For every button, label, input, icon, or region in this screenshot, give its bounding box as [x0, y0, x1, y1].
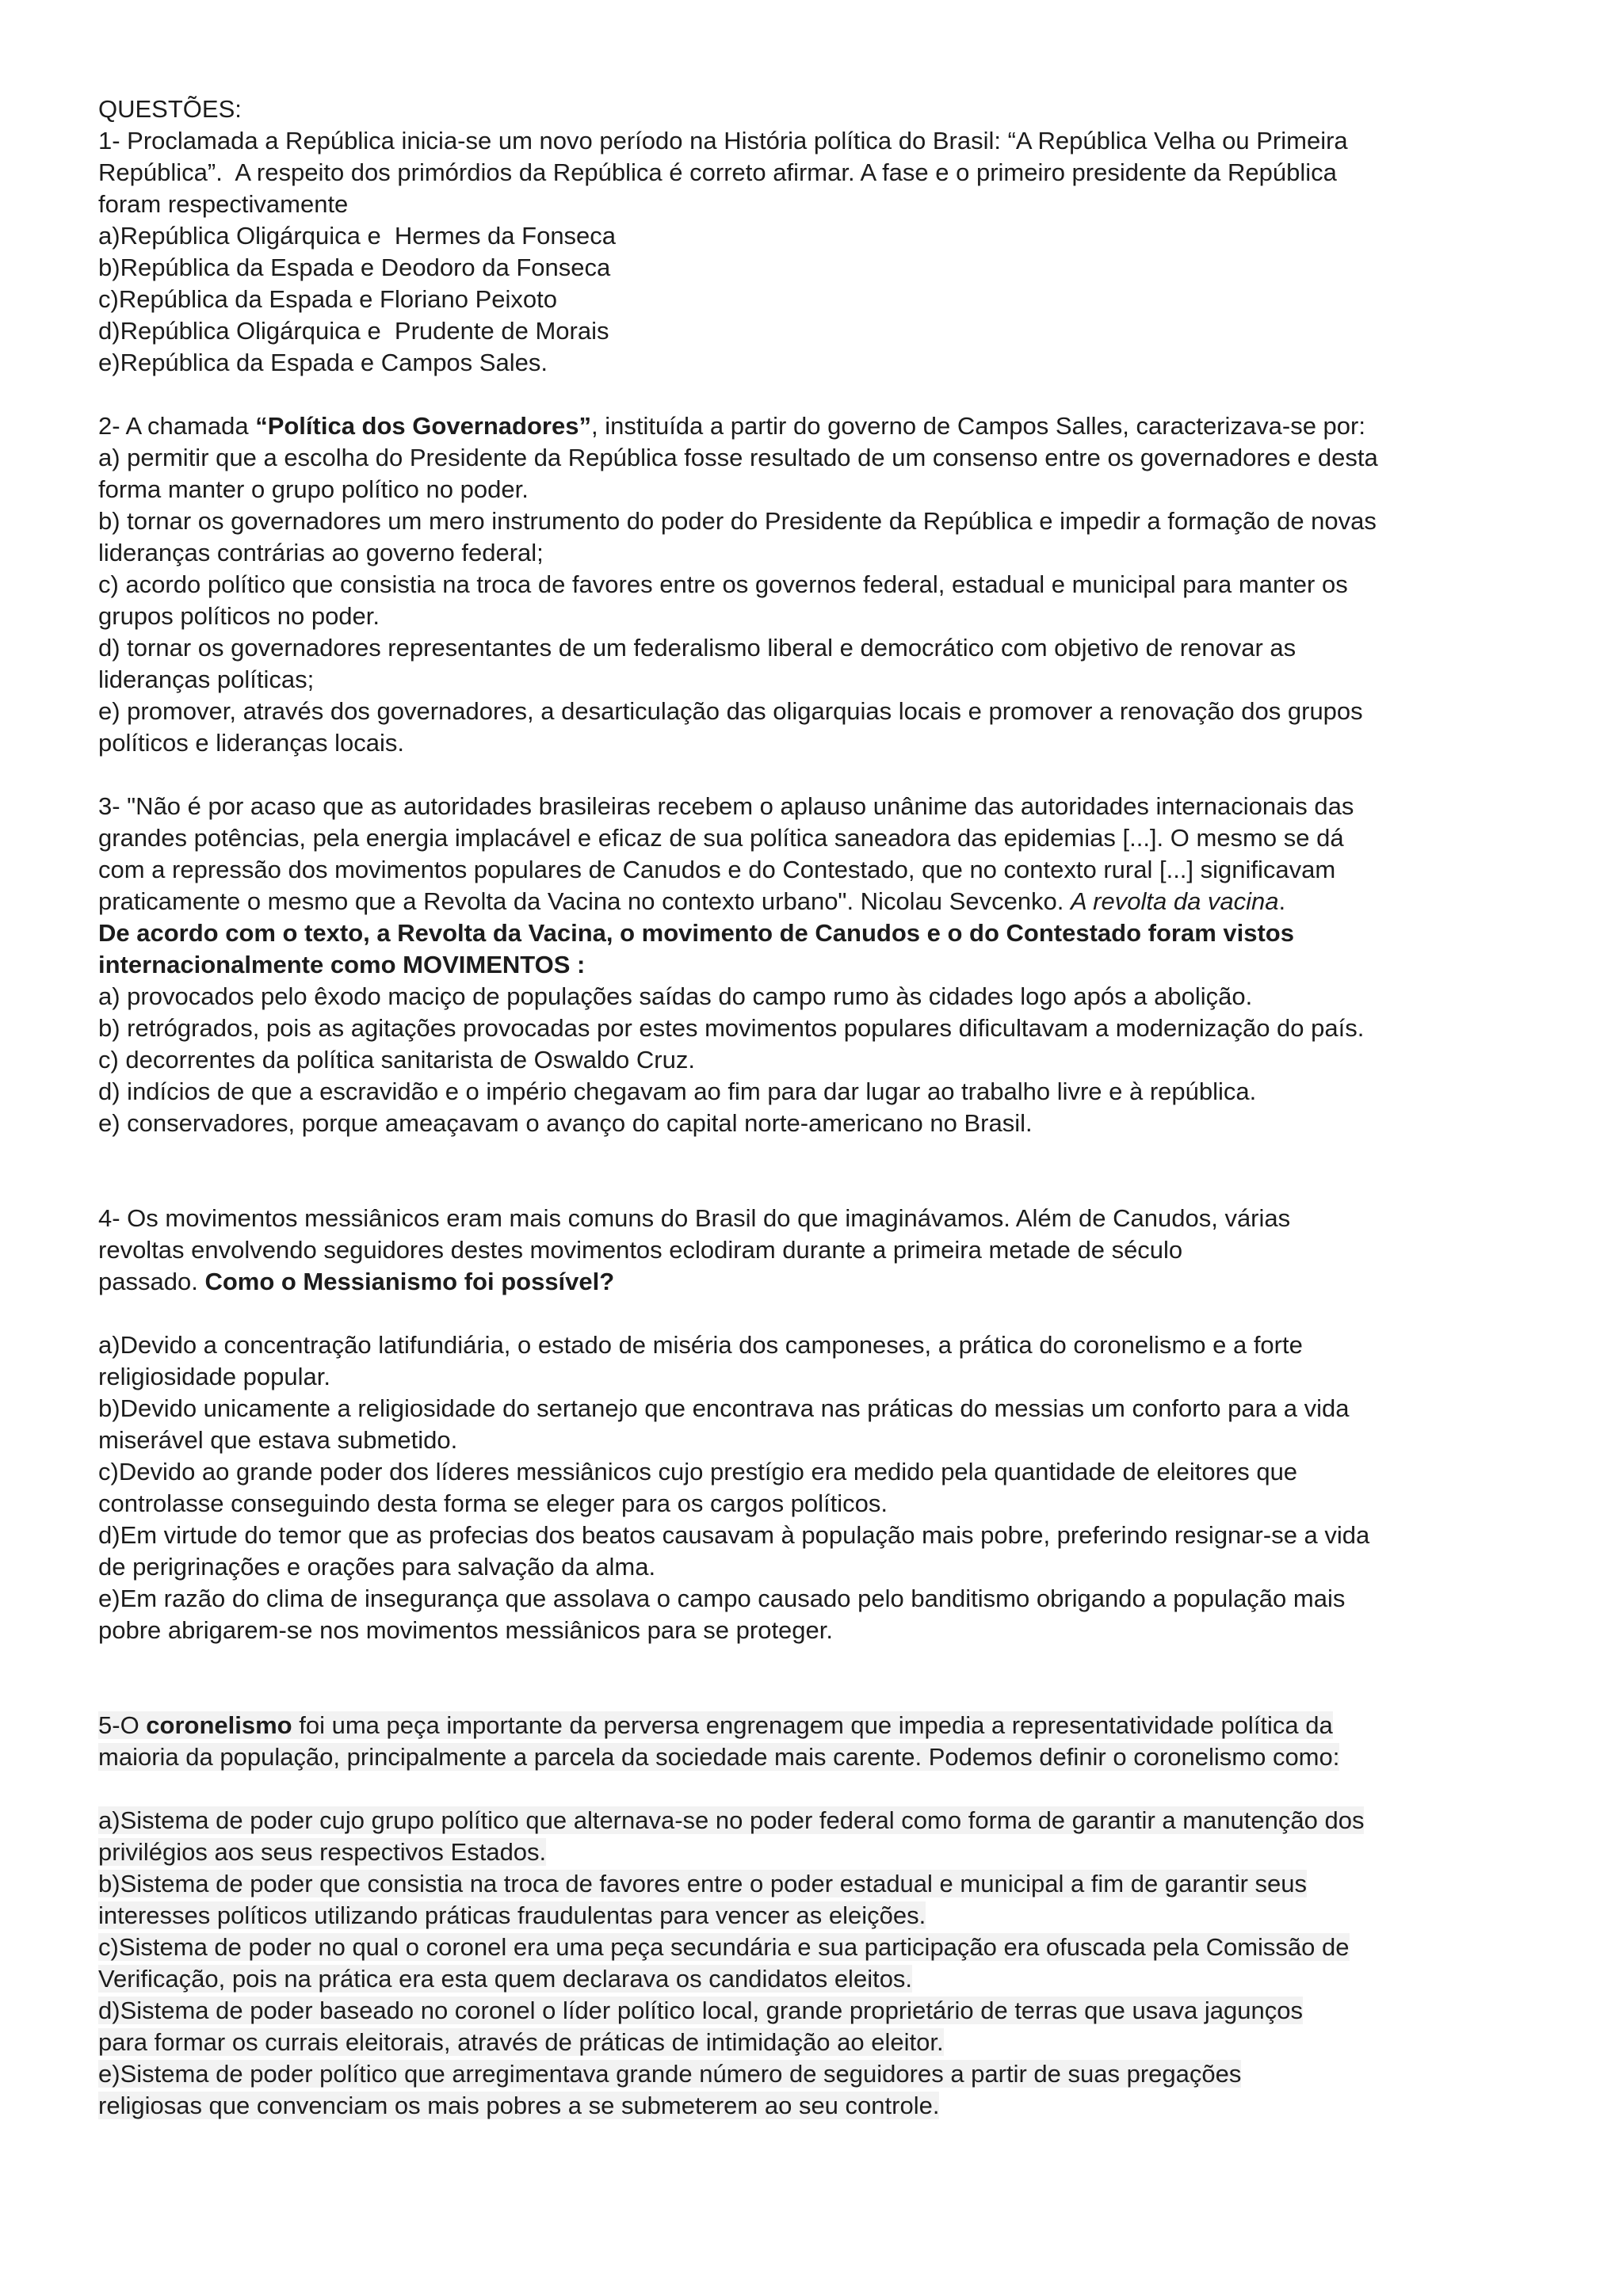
question-4	[98, 1203, 1556, 1646]
option-line: a)Devido a concentração latifundiária, o estado de miséria dos camponeses, a prática do coronelismo e a forte	[98, 1331, 1303, 1359]
option-line: c)Devido ao grande poder dos líderes messiânicos cujo prestígio era medido pela quantidade de eleitores que	[98, 1458, 1298, 1486]
option-line: a) permitir que a escolha do Presidente da República fosse resultado de um consenso entre os governadores e desta	[98, 444, 1378, 471]
question-prompt: Como o Messianismo foi possível?	[204, 1268, 615, 1295]
option-line: pobre abrigarem-se nos movimentos messiânicos para se proteger.	[98, 1616, 834, 1644]
document-page	[98, 93, 1556, 2122]
option-line: e)Em razão do clima de insegurança que assolava o campo causado pelo banditismo obrigando a população mais	[98, 1585, 1346, 1612]
question-text-line: República”. A respeito dos primórdios da República é correto afirmar. A fase e o primeiro presidente da República	[98, 158, 1337, 186]
question-text-line: passado. Como o Messianismo foi possível?	[98, 1268, 615, 1295]
option-a: a) provocados pelo êxodo maciço de populações saídas do campo rumo às cidades logo após a abolição.	[98, 982, 1253, 1010]
option-line: c) acordo político que consistia na troca de favores entre os governos federal, estadual e municipal para manter os	[98, 570, 1348, 598]
option-line: a)Sistema de poder cujo grupo político que alternava-se no poder federal como forma de garantir a manutenção dos	[98, 1806, 1365, 1834]
option-line: d)Em virtude do temor que as profecias dos beatos causavam à população mais pobre, preferindo resignar-se a vida	[98, 1521, 1370, 1549]
option-line: religiosas que convenciam os mais pobres a se submeterem ao seu controle.	[98, 2092, 940, 2119]
question-5	[98, 1710, 1556, 2122]
question-text-line: 1- Proclamada a República inicia-se um novo período na História política do Brasil: “A República Velha ou Primeira	[98, 127, 1348, 154]
option-d: d) indícios de que a escravidão e o império chegavam ao fim para dar lugar ao trabalho livre e à república.	[98, 1077, 1257, 1105]
page-heading: QUESTÕES:	[98, 95, 242, 123]
quote-line: com a repressão dos movimentos populares de Canudos e do Contestado, que no contexto rural [...] significavam	[98, 856, 1336, 883]
option-line: grupos políticos no poder.	[98, 602, 380, 630]
quote-line: grandes potências, pela energia implacável e eficaz de sua política saneadora das epidemias [...]. O mesmo se dá	[98, 824, 1344, 852]
option-line: privilégios aos seus respectivos Estados.	[98, 1838, 547, 1866]
option-line: d) tornar os governadores representantes de um federalismo liberal e democrático com objetivo de renovar as	[98, 634, 1296, 662]
option-line: de perigrinações e orações para salvação da alma.	[98, 1553, 656, 1581]
option-line: b) tornar os governadores um mero instrumento do poder do Presidente da República e impedir a formação de novas	[98, 507, 1377, 535]
question-2	[98, 410, 1556, 759]
question-text-line: revoltas envolvendo seguidores destes movimentos eclodiram durante a primeira metade de século	[98, 1236, 1183, 1264]
question-text-line: maioria da população, principalmente a parcela da sociedade mais carente. Podemos definir o coronelismo como:	[98, 1743, 1340, 1771]
option-line: lideranças contrárias ao governo federal;	[98, 539, 544, 566]
option-a: a)República Oligárquica e Hermes da Fonseca	[98, 222, 617, 250]
bold-term: coronelismo	[146, 1711, 292, 1739]
bold-term: “Política dos Governadores”	[255, 412, 591, 440]
question-prompt: De acordo com o texto, a Revolta da Vacina, o movimento de Canudos e o do Contestado foram vistos	[98, 919, 1294, 947]
option-b: b) retrógrados, pois as agitações provocadas por estes movimentos populares dificultavam a modernização do país.	[98, 1014, 1365, 1042]
option-line: d)Sistema de poder baseado no coronel o líder político local, grande proprietário de terras que usava jagunços	[98, 1997, 1303, 2024]
question-1	[98, 125, 1556, 379]
option-line: religiosidade popular.	[98, 1363, 330, 1390]
option-d: d)República Oligárquica e Prudente de Morais	[98, 317, 609, 345]
option-line: e)Sistema de poder político que arregimentava grande número de seguidores a partir de suas pregações	[98, 2060, 1242, 2088]
question-text-line: foram respectivamente	[98, 190, 349, 218]
question-text-line: 5-O coronelismo foi uma peça importante da perversa engrenagem que impedia a representatividade política da	[98, 1711, 1333, 1739]
option-e: e) conservadores, porque ameaçavam o avanço do capital norte-americano no Brasil.	[98, 1109, 1033, 1137]
option-line: b)Sistema de poder que consistia na troca de favores entre o poder estadual e municipal a fim de garantir seus	[98, 1870, 1308, 1897]
option-line: b)Devido unicamente a religiosidade do sertanejo que encontrava nas práticas do messias um conforto para a vida	[98, 1394, 1350, 1422]
option-line: c)Sistema de poder no qual o coronel era uma peça secundária e sua participação era ofuscada pela Comissão de	[98, 1933, 1350, 1961]
option-line: lideranças políticas;	[98, 666, 315, 693]
quote-line: 3- "Não é por acaso que as autoridades brasileiras recebem o aplauso unânime das autoridades internacionais das	[98, 792, 1354, 820]
option-line: e) promover, através dos governadores, a desarticulação das oligarquias locais e promover a renovação dos grupos	[98, 697, 1363, 725]
option-line: forma manter o grupo político no poder.	[98, 475, 529, 503]
option-line: para formar os currais eleitorais, através de práticas de intimidação ao eleitor.	[98, 2028, 944, 2056]
option-line: interesses políticos utilizando práticas fraudulentas para vencer as eleições.	[98, 1901, 926, 1929]
question-text-line: 2- A chamada “Política dos Governadores”, instituída a partir do governo de Campos Salles, caracterizava-se por:	[98, 412, 1365, 440]
question-3	[98, 791, 1556, 1139]
question-prompt: internacionalmente como MOVIMENTOS :	[98, 951, 586, 978]
option-e: e)República da Espada e Campos Sales.	[98, 349, 548, 376]
option-line: Verificação, pois na prática era esta quem declarava os candidatos eleitos.	[98, 1965, 913, 1993]
option-b: b)República da Espada e Deodoro da Fonseca	[98, 254, 611, 281]
quote-line: praticamente o mesmo que a Revolta da Vacina no contexto urbano". Nicolau Sevcenko. A revolta da vacina.	[98, 887, 1286, 915]
question-text-line: 4- Os movimentos messiânicos eram mais comuns do Brasil do que imaginávamos. Além de Canudos, várias	[98, 1204, 1291, 1232]
option-line: políticos e lideranças locais.	[98, 729, 404, 757]
option-line: controlasse conseguindo desta forma se eleger para os cargos políticos.	[98, 1489, 888, 1517]
option-line: miserável que estava submetido.	[98, 1426, 458, 1454]
option-c: c) decorrentes da política sanitarista de Oswaldo Cruz.	[98, 1046, 695, 1074]
book-title: A revolta da vacina	[1071, 887, 1279, 915]
option-c: c)República da Espada e Floriano Peixoto	[98, 285, 558, 313]
